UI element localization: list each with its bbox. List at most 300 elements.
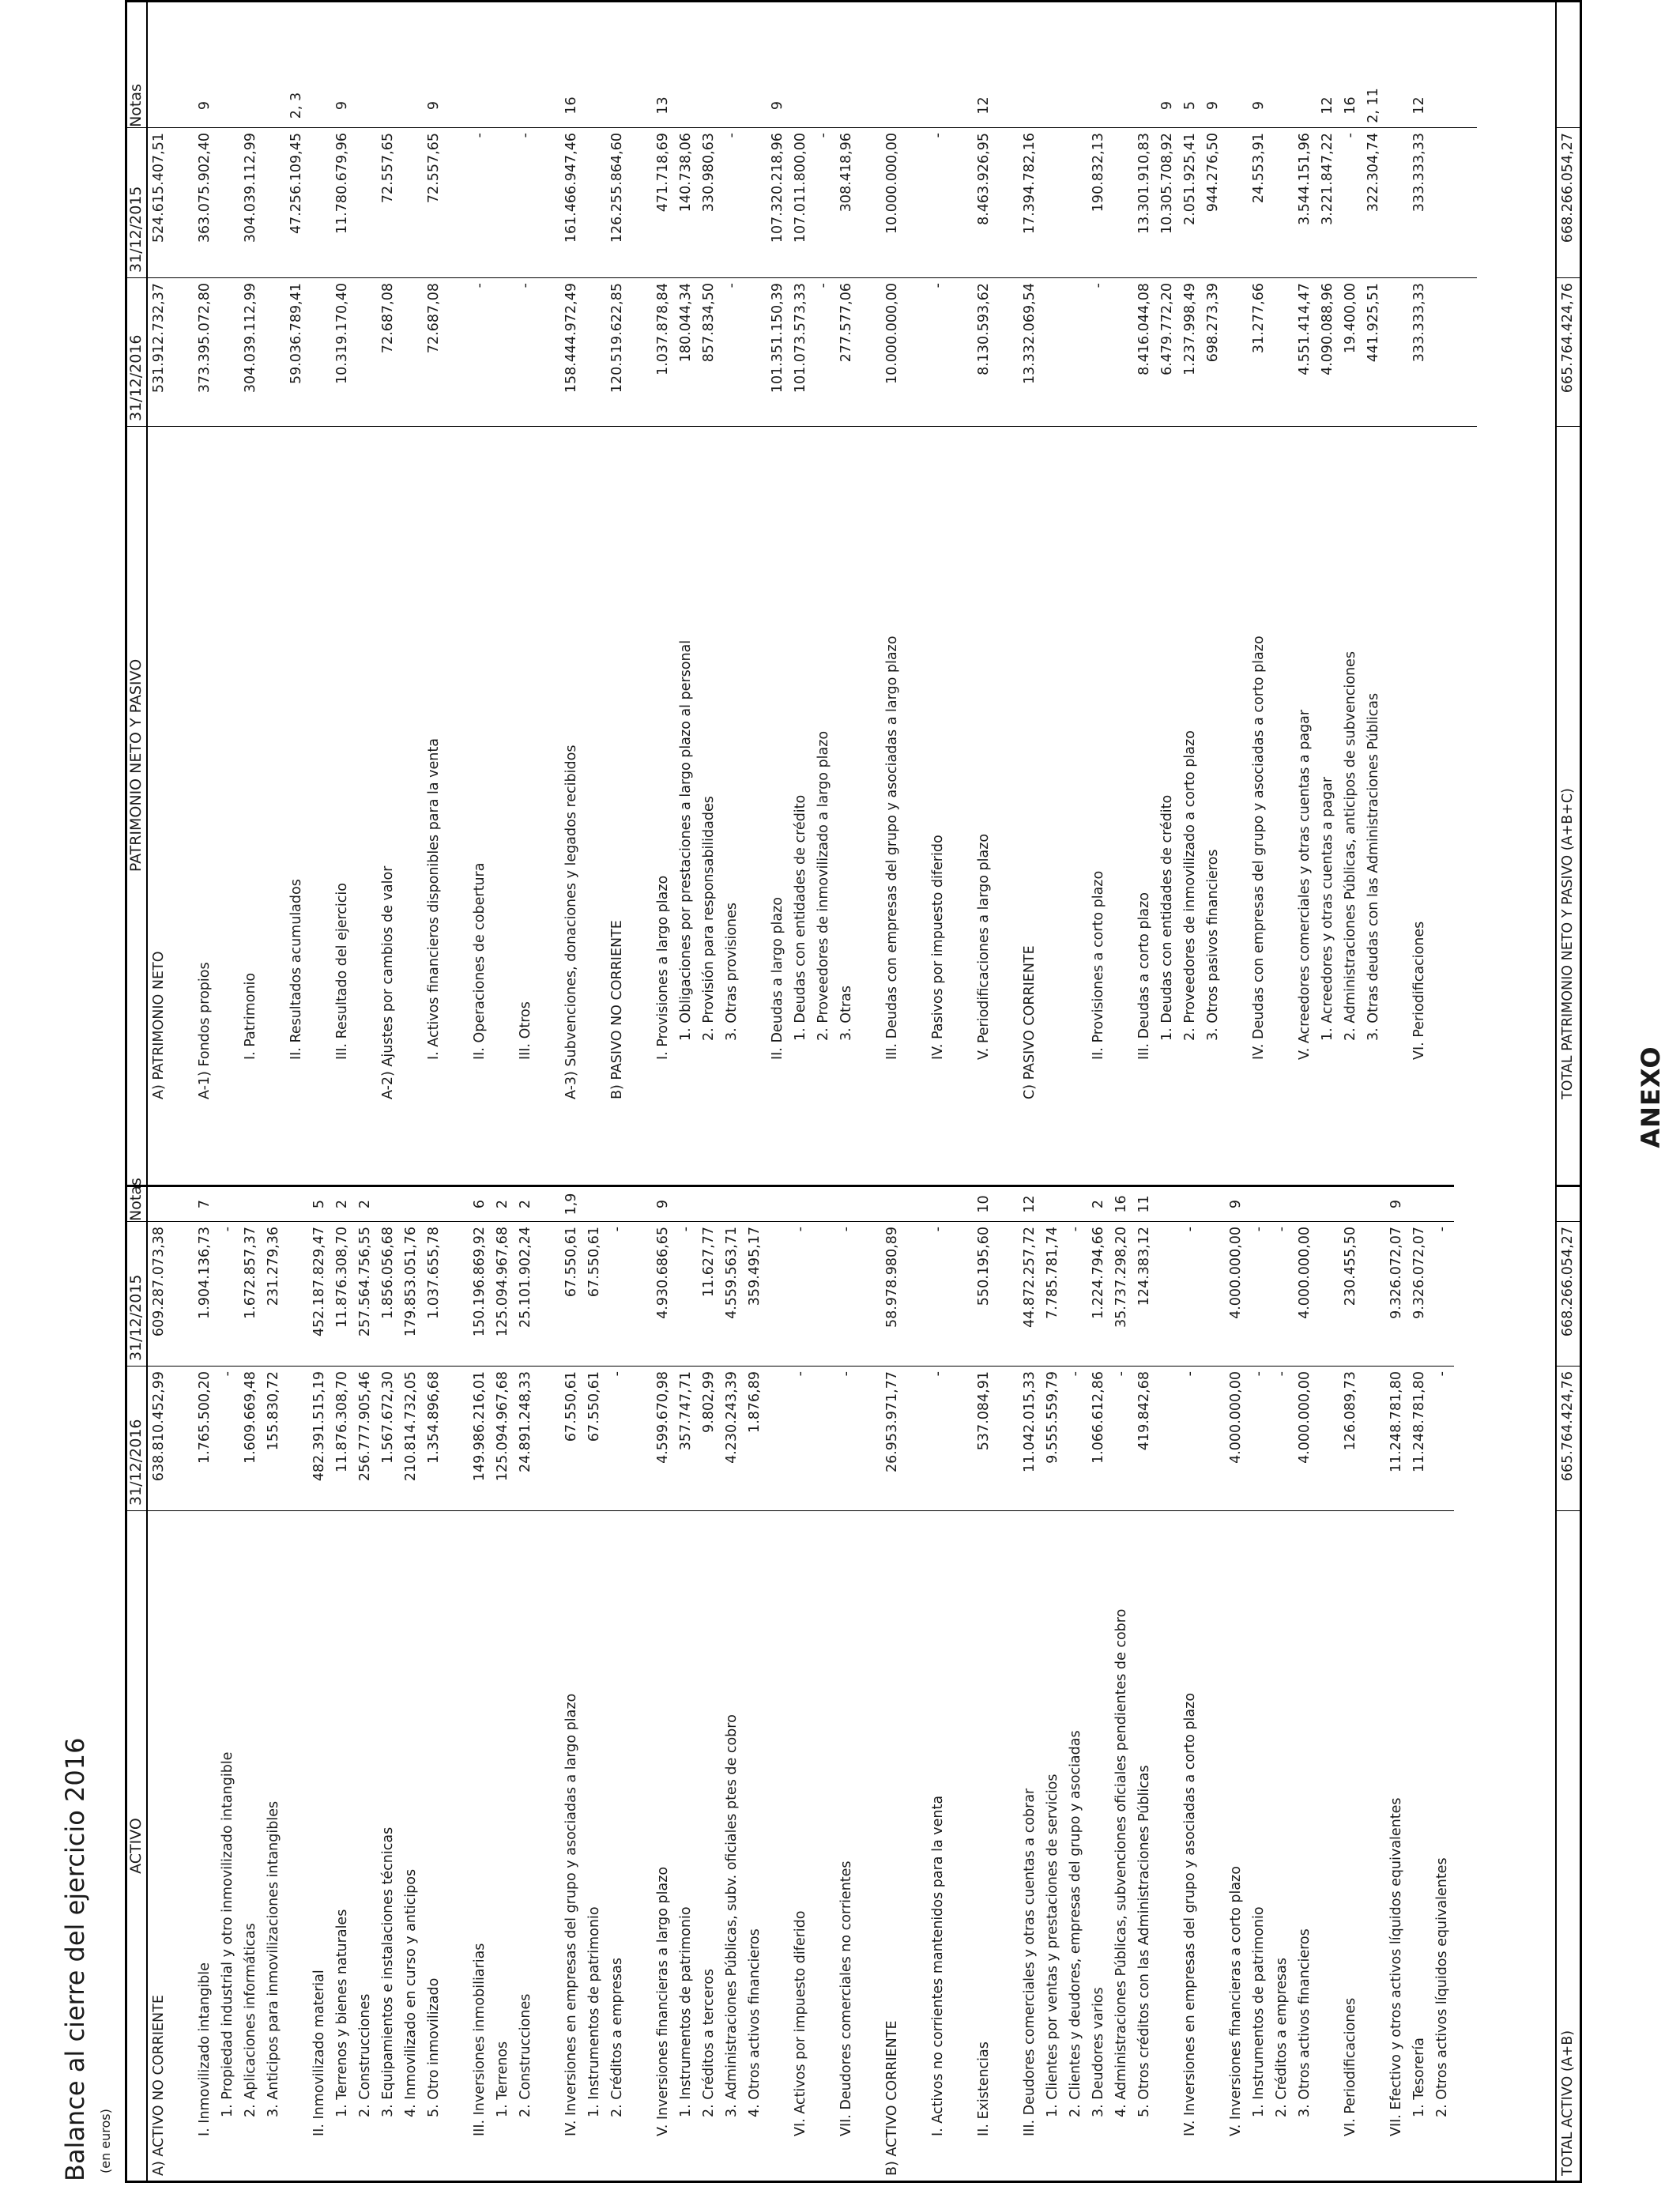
value-2016: 304.039.112,99	[239, 277, 262, 426]
value-2015	[217, 127, 239, 277]
year-2015-column-header: 31/12/2015	[127, 127, 146, 277]
table-row	[1408, 2, 1431, 1104]
row-label: 3. Otras deudas con las Administraciones Públicas	[1362, 426, 1385, 1104]
row-label: 2. Créditos a empresas	[1271, 1510, 1294, 2181]
value-2016: 4.230.243,39	[721, 1366, 744, 1510]
value-2015	[1385, 127, 1408, 277]
table-row	[377, 1104, 400, 2181]
value-2016	[217, 277, 239, 426]
table-row	[606, 2, 629, 1104]
notas-ref: 12	[1320, 96, 1335, 115]
table-row	[950, 1104, 973, 2181]
row-label: 1. Obligaciones por prestaciones a largo plazo al personal	[675, 426, 698, 1104]
table-row	[1317, 1104, 1339, 2181]
value-2015	[1156, 1221, 1179, 1366]
table-row	[1087, 1104, 1110, 2181]
row-label: I. Patrimonio	[239, 426, 262, 1104]
row-label	[996, 1510, 1019, 2181]
row-label: VI. Activos por impuesto diferido	[789, 1510, 812, 2181]
value-2015	[904, 1221, 927, 1366]
notas-ref	[1087, 84, 1110, 127]
annex-heading: ANEXO	[1636, 1046, 1666, 1148]
table-row	[1362, 2, 1385, 1104]
table-row	[1087, 2, 1110, 1104]
row-label: 2. Proveedores de inmovilizado a corto plazo	[1179, 426, 1202, 1104]
value-2016	[1156, 1366, 1179, 1510]
value-2016: 210.814.732,05	[400, 1366, 423, 1510]
value-2015: 304.039.112,99	[239, 127, 262, 277]
value-2016	[950, 1366, 973, 1510]
row-label: I. Activos financieros disponibles para la venta	[423, 426, 446, 1104]
value-2016	[492, 277, 514, 426]
value-2015: 7.785.781,74	[1042, 1221, 1064, 1366]
table-row	[767, 1104, 789, 2181]
table-row	[1179, 2, 1202, 1104]
value-2016	[1385, 277, 1408, 426]
notas-ref	[1271, 84, 1294, 127]
notas-ref	[1294, 84, 1317, 127]
table-row	[492, 1104, 514, 2181]
notas-ref: 12	[1019, 1185, 1042, 1221]
table-row	[1385, 2, 1408, 1104]
table-row	[217, 1104, 239, 2181]
value-2015	[1202, 1221, 1225, 1366]
value-2015: -	[721, 127, 744, 277]
value-2015	[1064, 127, 1087, 277]
row-label: 3. Otros pasivos financieros	[1202, 426, 1225, 1104]
row-label	[629, 1510, 652, 2181]
row-label: 3. Otras provisiones	[721, 426, 744, 1104]
value-2016: 31.277,66	[1248, 277, 1271, 426]
value-2016	[812, 1366, 835, 1510]
value-2015	[262, 127, 285, 277]
row-label: 4. Otros activos financieros	[744, 1510, 767, 2181]
notas-ref	[308, 84, 331, 127]
notas-ref	[858, 84, 881, 127]
table-row	[514, 2, 537, 1104]
value-2015	[400, 127, 423, 277]
notas-ref	[285, 1185, 308, 1221]
value-2015	[629, 1221, 652, 1366]
notas-ref: 16	[563, 96, 579, 115]
value-2015: 2.051.925,41	[1179, 127, 1202, 277]
value-2016: 1.609.669,48	[239, 1366, 262, 1510]
row-label: II. Operaciones de cobertura	[469, 426, 492, 1104]
value-2015: 4.000.000,00	[1294, 1221, 1317, 1366]
value-2015: -	[835, 1221, 858, 1366]
table-row	[514, 1104, 537, 2181]
value-2015: 8.463.926,95	[973, 127, 996, 277]
row-label: 2. Clientes y deudores, empresas del grupo y asociadas	[1064, 1510, 1087, 2181]
table-row	[377, 2, 400, 1104]
value-2016	[354, 277, 377, 426]
value-2016	[1431, 277, 1454, 426]
table-row	[996, 1104, 1019, 2181]
value-2015: 190.832,13	[1087, 127, 1110, 277]
value-2016: 155.830,72	[262, 1366, 285, 1510]
table-row	[675, 1104, 698, 2181]
row-label	[950, 426, 973, 1104]
value-2016	[744, 277, 767, 426]
table-row	[1225, 1104, 1248, 2181]
notas-ref	[1064, 84, 1087, 127]
notas-ref	[1156, 1185, 1179, 1221]
value-2016: 67.550,61	[560, 1366, 583, 1510]
row-label	[858, 426, 881, 1104]
table-row	[1179, 1104, 1202, 2181]
table-row	[629, 1104, 652, 2181]
value-2015: -	[1179, 1221, 1202, 1366]
year-2016-column-header: 31/12/2016	[127, 277, 146, 426]
notas-ref	[698, 84, 721, 127]
value-2015: 107.011.800,00	[789, 127, 812, 277]
row-label: II. Provisiones a corto plazo	[1087, 426, 1110, 1104]
table-row	[721, 2, 744, 1104]
value-2015: 179.853.051,76	[400, 1221, 423, 1366]
value-2016: 531.912.732,37	[148, 277, 171, 426]
table-row	[1064, 2, 1087, 1104]
value-2015	[858, 127, 881, 277]
value-2016: -	[1110, 1366, 1133, 1510]
table-row	[354, 2, 377, 1104]
notas-ref	[904, 84, 927, 127]
row-label	[629, 426, 652, 1104]
value-2016	[629, 1366, 652, 1510]
table-row	[1408, 1104, 1431, 2181]
value-2016	[767, 1366, 789, 1510]
row-label: 4. Inmovilizado en curso y anticipos	[400, 1510, 423, 2181]
value-2015: 140.738,06	[675, 127, 698, 277]
row-label	[285, 1510, 308, 2181]
value-2015	[950, 127, 973, 277]
activo-header-row	[127, 1104, 148, 2181]
row-label	[996, 426, 1019, 1104]
table-row	[1225, 2, 1248, 1104]
value-2015	[1431, 127, 1454, 277]
row-label: I. Provisiones a largo plazo	[652, 426, 675, 1104]
value-2015: 4.930.686,65	[652, 1221, 675, 1366]
table-row	[812, 1104, 835, 2181]
table-row	[812, 2, 835, 1104]
row-label: 2. Construcciones	[354, 1510, 377, 2181]
notas-ref	[812, 84, 835, 127]
table-row	[1019, 1104, 1042, 2181]
table-row	[171, 1104, 194, 2181]
value-2015	[744, 127, 767, 277]
year-2015-column-header: 31/12/2015	[127, 1221, 146, 1366]
row-label: 5. Otro inmovilizado	[423, 1510, 446, 2181]
value-2016: 1.765.500,20	[194, 1366, 217, 1510]
notas-ref	[904, 1185, 927, 1221]
value-2016: -	[1087, 277, 1110, 426]
notas-column-header: Notas	[127, 84, 145, 127]
total-notas	[1557, 84, 1580, 127]
notas-ref	[171, 1185, 194, 1221]
value-2016	[400, 277, 423, 426]
value-2015: 125.094.967,68	[492, 1221, 514, 1366]
table-row	[1294, 2, 1317, 1104]
row-label: VII. Deudores comerciales no corrientes	[835, 1510, 858, 2181]
value-2016: 4.551.414,47	[1294, 277, 1317, 426]
table-row	[858, 2, 881, 1104]
value-2015: 161.466.947,46	[560, 127, 583, 277]
row-label	[904, 1510, 927, 2181]
value-2015	[1362, 1221, 1385, 1366]
value-2015: 3.544.151,96	[1294, 127, 1317, 277]
value-2015	[1454, 127, 1477, 277]
row-label: 1. Instrumentos de patrimonio	[1248, 1510, 1271, 2181]
notas-ref	[812, 1185, 835, 1221]
notas-ref: 1,9	[560, 1185, 583, 1221]
notas-ref	[400, 84, 423, 127]
value-2016: 180.044,34	[675, 277, 698, 426]
total-label: TOTAL ACTIVO (A+B)	[1557, 1510, 1580, 2181]
table-row	[1339, 1104, 1362, 2181]
notas-ref	[1431, 1185, 1454, 1221]
row-label: 3. Equipamientos e instalaciones técnicas	[377, 1510, 400, 2181]
notas-ref	[1385, 84, 1408, 127]
value-2015: 10.000.000,00	[881, 127, 904, 277]
value-2016	[537, 277, 560, 426]
row-label: A-3) Subvenciones, donaciones y legados recibidos	[560, 426, 583, 1104]
row-label: 2. Otros activos líquidos equivalentes	[1431, 1510, 1454, 2181]
notas-ref	[606, 1185, 629, 1221]
table-row	[1271, 2, 1294, 1104]
row-label: 2. Créditos a empresas	[606, 1510, 629, 2181]
row-label	[537, 426, 560, 1104]
total-2016: 665.764.424,76	[1557, 1366, 1580, 1510]
table-row	[446, 2, 469, 1104]
table-row	[262, 1104, 285, 2181]
value-2015: 1.672.857,37	[239, 1221, 262, 1366]
value-2016	[1110, 277, 1133, 426]
notas-ref	[1248, 1185, 1271, 1221]
value-2016: 72.687,08	[377, 277, 400, 426]
notas-ref: 2	[1087, 1185, 1110, 1221]
row-label: VI. Periodificaciones	[1339, 1510, 1362, 2181]
notas-ref	[262, 1185, 285, 1221]
table-row	[881, 1104, 904, 2181]
value-2016: 9.802,99	[698, 1366, 721, 1510]
row-label: 2. Proveedores de inmovilizado a largo plazo	[812, 426, 835, 1104]
value-2016: -	[606, 1366, 629, 1510]
value-2015: -	[1248, 1221, 1271, 1366]
total-notas	[1557, 1185, 1580, 1221]
notas-ref	[835, 1185, 858, 1221]
value-2015: -	[1271, 1221, 1294, 1366]
row-label	[583, 426, 606, 1104]
notas-ref	[514, 84, 537, 127]
notas-ref	[698, 1185, 721, 1221]
row-label: 1. Deudas con entidades de crédito	[789, 426, 812, 1104]
notas-ref: 2	[354, 1185, 377, 1221]
table-row	[1133, 1104, 1156, 2181]
row-label: IV. Deudas con empresas del grupo y asociadas a corto plazo	[1248, 426, 1271, 1104]
row-label: 4. Administraciones Públicas, subvenciones oficiales pendientes de cobro	[1110, 1510, 1133, 2181]
row-label	[1156, 1510, 1179, 2181]
row-label	[217, 426, 239, 1104]
row-label	[1042, 426, 1064, 1104]
value-2016: -	[1248, 1366, 1271, 1510]
value-2016	[1362, 1366, 1385, 1510]
value-2016: 256.777.905,46	[354, 1366, 377, 1510]
row-label: B) ACTIVO CORRIENTE	[881, 1510, 904, 2181]
value-2016	[1202, 1366, 1225, 1510]
table-row	[927, 2, 950, 1104]
notas-ref: 12	[1411, 96, 1427, 115]
notas-ref: 16	[1110, 1185, 1133, 1221]
value-2016	[1042, 277, 1064, 426]
row-label: V. Inversiones financieras a corto plazo	[1225, 1510, 1248, 2181]
value-2016: 126.089,73	[1339, 1366, 1362, 1510]
value-2016: 357.747,71	[675, 1366, 698, 1510]
notas-ref: 2, 11	[1365, 88, 1381, 123]
value-2016	[446, 1366, 469, 1510]
table-row	[652, 1104, 675, 2181]
notas-ref	[1110, 84, 1133, 127]
value-2016: 11.248.781,80	[1408, 1366, 1431, 1510]
table-row	[904, 1104, 927, 2181]
value-2015	[1110, 127, 1133, 277]
value-2016: 4.000.000,00	[1225, 1366, 1248, 1510]
notas-ref	[537, 1185, 560, 1221]
value-2016: 1.354.896,68	[423, 1366, 446, 1510]
value-2015: -	[606, 1221, 629, 1366]
row-label: 3. Deudores varios	[1087, 1510, 1110, 2181]
notas-ref	[239, 84, 262, 127]
row-label	[1454, 426, 1477, 1104]
value-2016: -	[1271, 1366, 1294, 1510]
value-2015: 67.550,61	[583, 1221, 606, 1366]
activo-total-row	[1555, 1104, 1580, 2181]
value-2016	[1317, 1366, 1339, 1510]
value-2016: 441.925,51	[1362, 277, 1385, 426]
row-label: 2. Administraciones Públicas, anticipos de subvenciones	[1339, 426, 1362, 1104]
row-label: 1. Instrumentos de patrimonio	[583, 1510, 606, 2181]
value-2016: 19.400,00	[1339, 277, 1362, 426]
notas-ref: 9	[197, 100, 213, 111]
notas-ref	[537, 84, 560, 127]
table-row	[1202, 1104, 1225, 2181]
row-label	[400, 426, 423, 1104]
value-2016: -	[1179, 1366, 1202, 1510]
table-row	[721, 1104, 744, 2181]
table-row	[285, 1104, 308, 2181]
row-label: IV. Inversiones en empresas del grupo y asociadas a largo plazo	[560, 1510, 583, 2181]
table-row	[148, 1104, 171, 2181]
notas-ref: 2	[514, 1185, 537, 1221]
table-row	[606, 1104, 629, 2181]
table-row	[1385, 1104, 1408, 2181]
row-label: I. Inmovilizado intangible	[194, 1510, 217, 2181]
value-2016	[950, 277, 973, 426]
value-2015: -	[469, 127, 492, 277]
value-2016	[446, 277, 469, 426]
row-label	[262, 426, 285, 1104]
notas-ref	[1019, 84, 1042, 127]
table-row	[560, 2, 583, 1104]
value-2016: -	[217, 1366, 239, 1510]
value-2016: -	[1431, 1366, 1454, 1510]
value-2015: 550.195,60	[973, 1221, 996, 1366]
notas-ref	[1042, 1185, 1064, 1221]
value-2016: 1.567.672,30	[377, 1366, 400, 1510]
notas-ref	[881, 84, 904, 127]
value-2015: -	[812, 127, 835, 277]
value-2015: 11.876.308,70	[331, 1221, 354, 1366]
balance-sheet-table	[125, 0, 1582, 2183]
value-2016: 277.577,06	[835, 277, 858, 426]
notas-ref: 12	[976, 96, 992, 115]
table-row	[675, 2, 698, 1104]
row-label	[950, 1510, 973, 2181]
value-2015: 67.550,61	[560, 1221, 583, 1366]
table-row	[927, 1104, 950, 2181]
table-row	[858, 1104, 881, 2181]
value-2016: -	[721, 277, 744, 426]
value-2015	[1317, 1221, 1339, 1366]
notas-ref	[1362, 1185, 1385, 1221]
row-label	[767, 1510, 789, 2181]
notas-ref	[1454, 84, 1477, 127]
value-2015: -	[675, 1221, 698, 1366]
notas-ref	[1408, 1185, 1431, 1221]
row-label: A) PATRIMONIO NETO	[148, 426, 171, 1104]
row-label	[171, 1510, 194, 2181]
table-row	[423, 1104, 446, 2181]
table-row	[446, 1104, 469, 2181]
value-2015: 363.075.902,40	[194, 127, 217, 277]
value-2015: 944.276,50	[1202, 127, 1225, 277]
row-label: 3. Otros activos financieros	[1294, 1510, 1317, 2181]
notas-ref	[721, 84, 744, 127]
value-2016	[629, 277, 652, 426]
value-2015	[904, 127, 927, 277]
value-2015: -	[1339, 127, 1362, 277]
table-row	[262, 2, 285, 1104]
row-label: III. Deudas a corto plazo	[1133, 426, 1156, 1104]
notas-ref	[767, 1185, 789, 1221]
notas-ref	[400, 1185, 423, 1221]
notas-ref	[377, 84, 400, 127]
table-row	[400, 1104, 423, 2181]
value-2015: 359.495,17	[744, 1221, 767, 1366]
value-2015: 72.557,65	[377, 127, 400, 277]
value-2015: -	[514, 127, 537, 277]
value-2015: 107.320.218,96	[767, 127, 789, 277]
notas-ref: 13	[655, 96, 671, 115]
table-row	[171, 2, 194, 1104]
table-row	[698, 2, 721, 1104]
value-2016	[171, 277, 194, 426]
notas-ref: 9	[652, 1185, 675, 1221]
value-2015: 1.904.136,73	[194, 1221, 217, 1366]
row-label: 1. Propiedad industrial y otro inmovilizado intangible	[217, 1510, 239, 2181]
notas-ref	[675, 1185, 698, 1221]
total-2015: 668.266.054,27	[1557, 127, 1580, 277]
notas-ref	[858, 1185, 881, 1221]
notas-ref	[835, 84, 858, 127]
row-label	[537, 1510, 560, 2181]
row-label: 3. Administraciones Públicas, subv. oficiales ptes de cobro	[721, 1510, 744, 2181]
value-2015: -	[1064, 1221, 1087, 1366]
row-label	[308, 426, 331, 1104]
value-2016: -	[514, 277, 537, 426]
row-label: 1. Terrenos	[492, 1510, 514, 2181]
row-label: C) PASIVO CORRIENTE	[1019, 426, 1042, 1104]
value-2016: 857.834,50	[698, 277, 721, 426]
value-2016: 11.248.781,80	[1385, 1366, 1408, 1510]
